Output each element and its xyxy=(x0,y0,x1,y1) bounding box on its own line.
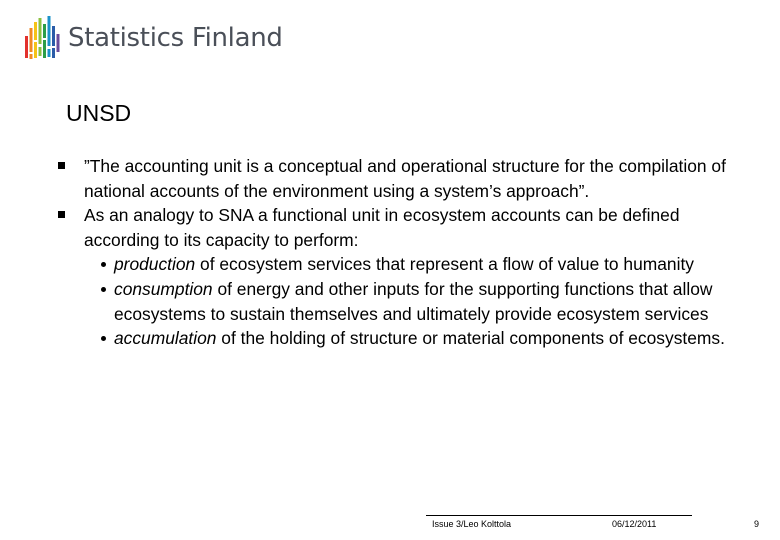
slide-title: UNSD xyxy=(66,100,132,126)
slide-footer xyxy=(426,519,766,531)
bullet-item xyxy=(58,203,738,252)
brand-name: Statistics Finland xyxy=(68,23,283,53)
dot-bullet-icon xyxy=(101,287,106,292)
sub-bullet-term: accumulation xyxy=(114,328,217,349)
footer-issue: Issue 3/Leo Kolttola xyxy=(432,519,512,529)
sub-bullet-item xyxy=(58,326,738,351)
slide-body xyxy=(58,154,738,351)
sub-bullet-term: consumption xyxy=(114,278,213,299)
sub-bullet-text: of ecosystem services that represent a flow of value to humanity xyxy=(195,254,694,275)
page-number: 9 xyxy=(754,519,760,529)
bullet-text: ”The accounting unit is a conceptual and operational structure for the compilation of national accounts of the environment using a system’s approach”. xyxy=(84,156,726,201)
sub-bullet-term: production xyxy=(114,254,196,275)
sub-bullet-item xyxy=(58,252,738,277)
sub-bullet-item xyxy=(58,277,738,326)
sub-bullet-text: of energy and other inputs for the supporting functions that allow ecosystems to sustain themselves and ultimately provide ecosystem services xyxy=(114,278,713,324)
dot-bullet-icon xyxy=(101,262,106,267)
footer-divider xyxy=(426,515,692,516)
statistics-finland-logo xyxy=(24,14,283,62)
square-bullet-icon xyxy=(58,162,65,169)
sub-bullet-text: of the holding of structure or material components of ecosystems. xyxy=(216,328,725,349)
bullet-text: As an analogy to SNA a functional unit in ecosystem accounts can be defined according to its capacity to perform: xyxy=(84,205,680,250)
square-bullet-icon xyxy=(58,211,65,218)
bullet-item xyxy=(58,154,738,203)
dot-bullet-icon xyxy=(101,336,106,341)
logo-bars-icon xyxy=(24,14,60,62)
footer-date: 06/12/2011 xyxy=(612,519,657,529)
